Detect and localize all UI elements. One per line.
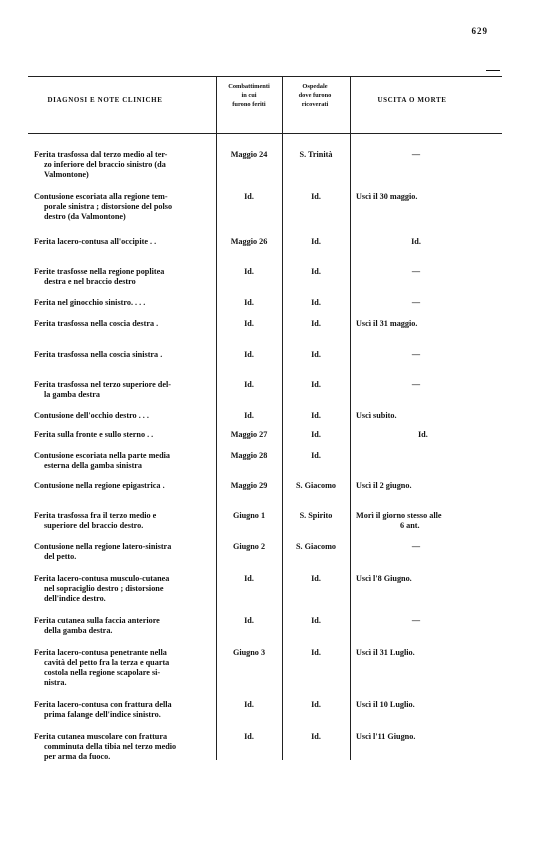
hospital-cell: Id.	[311, 380, 321, 389]
outcome-cell: —	[411, 150, 421, 159]
corner-dash	[486, 70, 500, 71]
date-cell: Id.	[244, 267, 254, 276]
outcome-cell: Uscì il 10 Luglio.	[356, 700, 415, 709]
header-bottom-rule	[28, 133, 502, 134]
page-number: 629	[471, 26, 488, 36]
hospital-cell: Id.	[311, 430, 321, 439]
hospital-cell: Id.	[311, 411, 321, 420]
column-divider-1	[216, 76, 217, 760]
diagnosis-cell: Ferita nel ginocchio sinistro. . . .	[34, 298, 146, 307]
date-cell: Id.	[244, 350, 254, 359]
outcome-cell: Uscì il 31 Luglio.	[356, 648, 415, 657]
diagnosis-cell: Contusione escoriata nella parte media esterna della gamba sinistra	[34, 451, 170, 470]
date-cell: Id.	[244, 380, 254, 389]
date-cell: Giugno 3	[232, 648, 266, 657]
outcome-cell: —	[411, 380, 421, 389]
date-cell: Giugno 1	[232, 511, 266, 520]
hospital-cell: Id.	[311, 192, 321, 201]
hospital-cell: Id.	[311, 237, 321, 246]
date-cell: Maggio 28	[230, 451, 268, 460]
hospital-cell: Id.	[311, 319, 321, 328]
header-combat: Combattimenti in cui furono feriti	[228, 83, 270, 108]
outcome-cell: Uscì il 2 giugno.	[356, 481, 412, 490]
date-cell: Id.	[244, 700, 254, 709]
hospital-cell: Id.	[311, 298, 321, 307]
date-cell: Id.	[244, 574, 254, 583]
outcome-cell: Id.	[411, 237, 421, 246]
hospital-cell: Id.	[311, 648, 321, 657]
diagnosis-cell: Ferita cutanea sulla faccia anteriore della gamba destra.	[34, 616, 160, 635]
date-cell: Id.	[244, 319, 254, 328]
diagnosis-cell: Ferita trasfossa nella coscia destra .	[34, 319, 159, 328]
diagnosis-cell: Ferita sulla fronte e sullo sterno . .	[34, 430, 154, 439]
date-cell: Maggio 24	[230, 150, 268, 159]
date-cell: Id.	[244, 298, 254, 307]
outcome-cell: Uscì l'11 Giugno.	[356, 732, 416, 741]
diagnosis-cell: Ferita lacero-contusa con frattura della prima falange dell'indice sinistro.	[34, 700, 172, 719]
outcome-cell: —	[411, 267, 421, 276]
diagnosis-cell: Ferita trasfossa nel terzo superiore del- la gamba destra	[34, 380, 171, 399]
diagnosis-cell: Ferita trasfossa fra il terzo medio e superiore del braccio destro.	[34, 511, 157, 530]
table-header	[0, 78, 550, 130]
date-cell: Id.	[244, 732, 254, 741]
hospital-cell: S. Trinità	[299, 150, 333, 159]
date-cell: Id.	[244, 411, 254, 420]
header-hospital: Ospedale dove furono ricoverati	[298, 83, 332, 108]
date-cell: Maggio 29	[230, 481, 268, 490]
date-cell: Id.	[244, 616, 254, 625]
hospital-cell: Id.	[311, 616, 321, 625]
outcome-cell: Uscì l'8 Giugno.	[356, 574, 412, 583]
outcome-cell: —	[411, 350, 421, 359]
header-diagnosis: DIAGNOSI E NOTE CLINICHE	[47, 96, 163, 104]
outcome-cell: —	[411, 542, 421, 551]
hospital-cell: Id.	[311, 350, 321, 359]
diagnosis-cell: Ferita cutanea muscolare con frattura comminuta della tibia nel terzo medio per arma da fuoco.	[34, 732, 177, 761]
hospital-cell: S. Giacomo	[295, 481, 337, 490]
diagnosis-cell: Ferita lacero-contusa musculo-cutanea nel sopraciglio destro ; distorsione dell'indice destro.	[34, 574, 170, 603]
hospital-cell: Id.	[311, 732, 321, 741]
column-divider-2	[282, 76, 283, 760]
outcome-cell: Uscì subito.	[356, 411, 397, 420]
outcome-cell: —	[411, 298, 421, 307]
hospital-cell: Id.	[311, 700, 321, 709]
diagnosis-cell: Contusione dell'occhio destro . . .	[34, 411, 149, 420]
diagnosis-cell: Contusione escoriata alla regione tem- porale sinistra ; distorsione del polso destro (da Valmontone)	[34, 192, 173, 221]
diagnosis-cell: Ferita trasfossa nella coscia sinistra .	[34, 350, 163, 359]
date-cell: Giugno 2	[232, 542, 266, 551]
diagnosis-cell: Contusione nella regione latero-sinistra del petto.	[34, 542, 172, 561]
hospital-cell: Id.	[311, 451, 321, 460]
outcome-cell: Id.	[418, 430, 428, 439]
header-outcome: USCITA O MORTE	[377, 96, 447, 104]
hospital-cell: Id.	[311, 267, 321, 276]
date-cell: Id.	[244, 192, 254, 201]
diagnosis-cell: Contusione nella regione epigastrica .	[34, 481, 165, 490]
date-cell: Maggio 26	[230, 237, 268, 246]
diagnosis-cell: Ferita lacero-contusa penetrante nella cavità del petto fra la terza e quarta costola nella regione scapolare si- nistra.	[34, 648, 170, 687]
diagnosis-cell: Ferita lacero-contusa all'occipite . .	[34, 237, 157, 246]
diagnosis-cell: Ferita trasfossa dal terzo medio al ter- zo inferiore del braccio sinistro (da Valmontone)	[34, 150, 168, 179]
hospital-cell: S. Giacomo	[295, 542, 337, 551]
outcome-cell: Uscì il 30 maggio.	[356, 192, 418, 201]
hospital-cell: S. Spirito	[299, 511, 333, 520]
diagnosis-cell: Ferite trasfosse nella regione poplitea destra e nel braccio destro	[34, 267, 165, 286]
outcome-cell: Uscì il 31 maggio.	[356, 319, 418, 328]
header-top-rule	[28, 76, 502, 77]
outcome-cell: Morì il giorno stesso alle 6 ant.	[356, 511, 442, 530]
column-divider-3	[350, 76, 351, 760]
date-cell: Maggio 27	[230, 430, 268, 439]
outcome-cell: —	[411, 616, 421, 625]
hospital-cell: Id.	[311, 574, 321, 583]
